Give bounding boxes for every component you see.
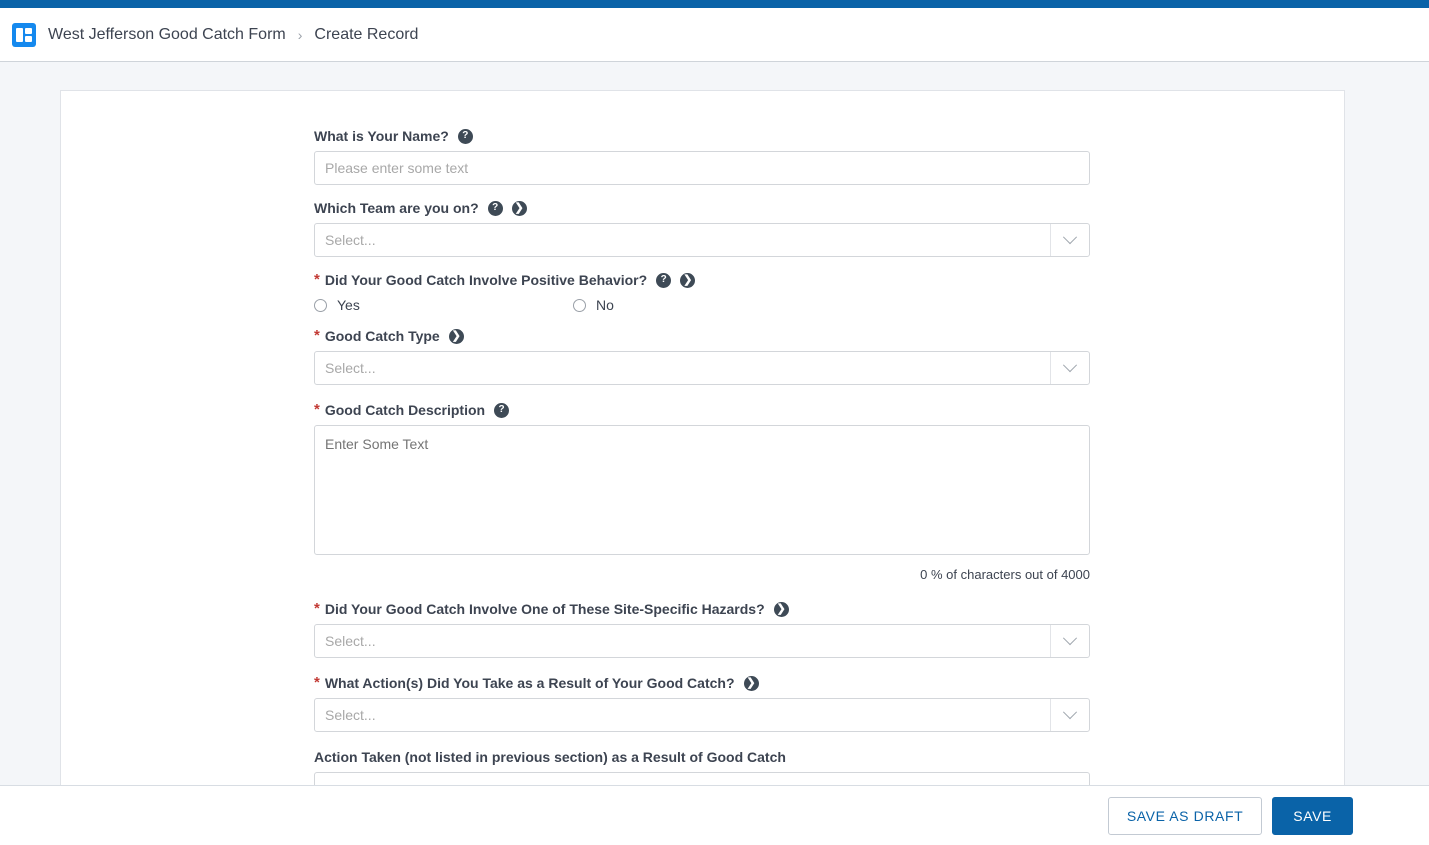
breadcrumb — [48, 26, 418, 44]
required-marker: * — [314, 600, 320, 617]
help-icon[interactable]: ? — [488, 201, 503, 216]
field-positive-behavior-label-text: Did Your Good Catch Involve Positive Behavior? — [324, 272, 648, 288]
field-name — [314, 127, 1090, 185]
save-button[interactable]: SAVE — [1272, 797, 1353, 835]
form-footer — [0, 785, 1429, 845]
field-team-label-text: Which Team are you on? — [314, 200, 479, 216]
good-catch-description-textarea[interactable] — [314, 425, 1090, 555]
team-select-value: Select... — [325, 232, 376, 248]
chevron-down-icon[interactable] — [1050, 224, 1089, 256]
field-positive-behavior — [314, 271, 1090, 313]
field-site-specific-hazards-label — [314, 600, 1090, 618]
flow-icon[interactable]: ❯ — [449, 329, 464, 344]
app-header — [0, 8, 1429, 62]
form-card — [60, 90, 1345, 811]
help-icon[interactable]: ? — [656, 273, 671, 288]
field-site-specific-hazards — [314, 600, 1090, 658]
field-good-catch-description-label-text: Good Catch Description — [324, 402, 486, 418]
radio-option-yes-label: Yes — [337, 297, 360, 313]
field-positive-behavior-label — [314, 271, 1090, 289]
required-marker: * — [314, 271, 320, 288]
flow-icon[interactable]: ❯ — [744, 676, 759, 691]
field-good-catch-type-label-text: Good Catch Type — [324, 328, 440, 344]
app-grid-icon — [12, 23, 36, 47]
actions-taken-select-value: Select... — [325, 707, 376, 723]
positive-behavior-radio-group — [314, 297, 1090, 313]
field-actions-taken — [314, 674, 1090, 732]
flow-icon[interactable]: ❯ — [512, 201, 527, 216]
help-icon[interactable]: ? — [494, 403, 509, 418]
field-team — [314, 199, 1090, 257]
required-marker: * — [314, 401, 320, 418]
field-good-catch-description-label — [314, 401, 1090, 419]
field-actions-taken-label-text: What Action(s) Did You Take as a Result of Your Good Catch? — [324, 675, 735, 691]
field-site-specific-hazards-label-text: Did Your Good Catch Involve One of These Site-Specific Hazards? — [324, 601, 765, 617]
chevron-down-icon[interactable] — [1050, 625, 1089, 657]
form-body — [61, 91, 1344, 806]
required-marker: * — [314, 327, 320, 344]
field-name-label — [314, 127, 1090, 145]
site-specific-hazards-select[interactable] — [314, 624, 1090, 658]
breadcrumb-app-link[interactable]: West Jefferson Good Catch Form — [48, 25, 286, 43]
field-action-taken-other-label — [314, 748, 1090, 766]
content-area — [0, 62, 1429, 845]
team-select[interactable] — [314, 223, 1090, 257]
save-as-draft-button[interactable]: SAVE AS DRAFT — [1108, 797, 1262, 835]
actions-taken-select[interactable] — [314, 698, 1090, 732]
radio-option-no[interactable] — [573, 297, 832, 313]
chevron-down-icon[interactable] — [1050, 699, 1089, 731]
chevron-down-icon[interactable] — [1050, 352, 1089, 384]
top-accent-bar — [0, 0, 1429, 8]
site-specific-hazards-select-value: Select... — [325, 633, 376, 649]
help-icon[interactable]: ? — [458, 129, 473, 144]
radio-circle-icon[interactable] — [573, 299, 586, 312]
good-catch-type-select-value: Select... — [325, 360, 376, 376]
field-good-catch-type-label — [314, 327, 1090, 345]
flow-icon[interactable]: ❯ — [774, 602, 789, 617]
field-name-label-text: What is Your Name? — [314, 128, 449, 144]
field-good-catch-type — [314, 327, 1090, 385]
required-marker: * — [314, 674, 320, 691]
flow-icon[interactable]: ❯ — [680, 273, 695, 288]
name-input[interactable] — [314, 151, 1090, 185]
character-counter: 0 % of characters out of 4000 — [920, 567, 1090, 582]
field-actions-taken-label — [314, 674, 1090, 692]
good-catch-type-select[interactable] — [314, 351, 1090, 385]
field-good-catch-description — [314, 401, 1090, 582]
field-team-label — [314, 199, 1090, 217]
chevron-right-icon: › — [297, 26, 303, 43]
radio-option-no-label: No — [596, 297, 614, 313]
radio-option-yes[interactable] — [314, 297, 573, 313]
field-action-taken-other-label-text: Action Taken (not listed in previous section) as a Result of Good Catch — [314, 749, 786, 765]
radio-circle-icon[interactable] — [314, 299, 327, 312]
breadcrumb-current: Create Record — [314, 25, 419, 43]
